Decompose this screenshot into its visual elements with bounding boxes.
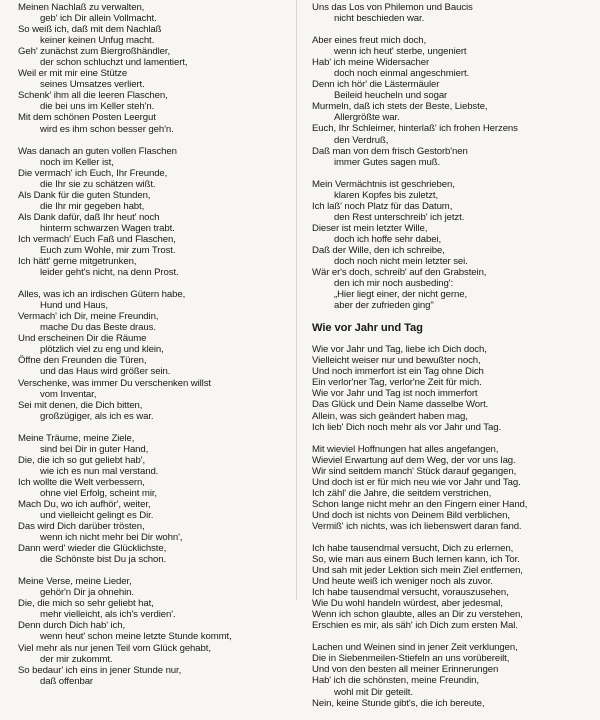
verse-line: großzügiger, als ich es war.: [40, 410, 154, 422]
verse-line: wenn ich nicht mehr bei Dir wohn',: [40, 532, 183, 544]
verse-line: vom Inventar,: [40, 388, 97, 400]
verse-line: Die vermach' ich Euch, Ihr Freunde,: [18, 167, 168, 179]
stanza: [312, 2, 590, 24]
verse-line: die Schönste bist Du ja schon.: [40, 554, 167, 566]
verse-line: Und erscheinen Dir die Räume: [18, 333, 147, 345]
stanza: [312, 35, 590, 168]
verse-line: Wie vor Jahr und Tag, liebe ich Dich doch,: [312, 344, 487, 356]
verse-line: Denn ich hör' die Lästermäuler: [312, 79, 440, 91]
verse-line: Aber eines freut mich doch,: [312, 35, 427, 47]
verse-line: Ich hätt' gerne mitgetrunken,: [18, 256, 137, 268]
verse-line: doch noch einmal angeschmiert.: [334, 68, 470, 80]
verse-line: Uns das Los von Philemon und Baucis: [312, 2, 473, 13]
verse-line: Euch, Ihr Schleimer, hinterlaß' ich frohen Herzens: [312, 123, 518, 135]
verse-line: Lachen und Weinen sind in jener Zeit verklungen,: [312, 642, 518, 654]
verse-line: aber der zufrieden ging": [334, 300, 434, 312]
verse-line: Mit wieviel Hoffnungen hat alles angefangen,: [312, 443, 499, 455]
verse-line: gehör'n Dir ja ohnehin.: [40, 587, 134, 599]
stanza: [18, 146, 286, 279]
verse-line: Ich laß' noch Platz für das Datum,: [312, 200, 453, 212]
verse-line: Schenk' ihm all die leeren Flaschen,: [18, 90, 168, 102]
stanza: [18, 2, 286, 135]
verse-line: Hund und Haus,: [40, 300, 108, 312]
verse-line: Murmeln, daß ich stets der Beste, Liebste,: [312, 101, 488, 113]
verse-line: Ich wollte die Welt verbessern,: [18, 476, 145, 488]
verse-line: den ich mir noch ausbeding':: [334, 278, 454, 290]
verse-line: Schon lange nicht mehr an den Fingern einer Hand,: [312, 498, 528, 510]
verse-line: wohl mit Dir geteilt.: [334, 686, 413, 698]
verse-line: Öffne den Freunden die Türen,: [18, 355, 147, 367]
verse-line: ohne viel Erfolg, scheint mir,: [40, 487, 157, 499]
verse-line: Alles, was ich an irdischen Gütern habe,: [18, 289, 186, 301]
verse-line: Nein, keine Stunde gibt's, die ich bereute,: [312, 697, 485, 709]
verse-line: Mach Du, wo ich aufhör', weiter,: [18, 498, 151, 510]
verse-line: den Rest unterschreib' ich jetzt.: [334, 211, 465, 223]
verse-line: Wir sind seitdem manch' Stück darauf gegangen,: [312, 465, 517, 477]
verse-line: die bei uns im Keller steh'n.: [40, 101, 155, 113]
verse-line: Als Dank für die guten Stunden,: [18, 189, 151, 201]
verse-line: wenn ich heut' sterbe, ungeniert: [334, 46, 467, 58]
verse-line: Meinen Nachlaß zu verwalten,: [18, 2, 145, 13]
verse-line: Erschien es mir, als säh' ich Dich zum ersten Mal.: [312, 620, 518, 632]
verse-line: Dieser ist mein letzter Wille,: [312, 222, 428, 234]
verse-line: Als Dank dafür, daß Ihr heut' noch: [18, 211, 160, 223]
verse-line: Ich habe tausendmal versucht, Dich zu erlernen,: [312, 542, 514, 554]
verse-line: Daß man von dem frisch Gestorb'nen: [312, 145, 468, 157]
verse-line: Die in Siebenmeilen-Stiefeln an uns vorübereilt,: [312, 653, 510, 665]
verse-line: Wär er's doch, schreib' auf den Grabstein,: [312, 267, 487, 279]
verse-line: „Hier liegt einer, der nicht gerne,: [334, 289, 468, 301]
song-title-heading: Wie vor Jahr und Tag: [312, 322, 423, 335]
verse-line: leider geht's nicht, na denn Prost.: [40, 267, 179, 279]
stanza: [18, 576, 286, 686]
verse-line: Und von den besten all meiner Erinnerungen: [312, 664, 499, 676]
stanza: [312, 543, 590, 631]
verse-line: Und noch immerfort ist ein Tag ohne Dich: [312, 366, 484, 378]
verse-line: Meine Verse, meine Lieder,: [18, 576, 132, 588]
verse-line: Denn durch Dich hab' ich,: [18, 620, 126, 632]
verse-line: die Ihr sie zu schätzen wißt.: [40, 178, 156, 190]
verse-line: Hab' ich die schönsten, meine Freundin,: [312, 675, 479, 687]
verse-line: Vermach' ich Dir, meine Freundin,: [18, 311, 159, 323]
verse-line: und vielleicht gelingt es Dir.: [40, 510, 154, 522]
verse-line: Allergrößte war.: [334, 112, 400, 124]
stanza: [312, 179, 590, 312]
verse-line: Wenn ich schon glaubte, alles an Dir zu verstehen,: [312, 609, 523, 621]
verse-line: den Verdruß,: [334, 134, 389, 146]
verse-line: Verschenke, was immer Du verschenken willst: [18, 377, 211, 389]
verse-line: wie ich es nun mal verstand.: [40, 465, 159, 477]
verse-line: Vermiß' ich nichts, was ich liebenswert daran fand.: [312, 520, 522, 532]
verse-line: Mit dem schönen Posten Leergut: [18, 112, 156, 124]
verse-line: Das Glück und Dein Name dasselbe Wort.: [312, 399, 489, 411]
verse-line: Meine Träume, meine Ziele,: [18, 432, 135, 444]
verse-line: Geh' zunächst zum Biergroßhändler,: [18, 46, 171, 58]
verse-line: Die, die mich so sehr geliebt hat,: [18, 598, 154, 610]
verse-line: Die, die ich so gut geliebt hab',: [18, 454, 146, 466]
verse-line: mache Du das Beste draus.: [40, 322, 156, 334]
verse-line: Und doch ist er für mich neu wie vor Jahr und Tag.: [312, 476, 521, 488]
verse-line: Das wird Dich darüber trösten,: [18, 521, 145, 533]
verse-line: Mein Vermächtnis ist geschrieben,: [312, 178, 455, 190]
verse-line: die Ihr mir gegeben habt,: [40, 200, 145, 212]
stanza: [18, 289, 286, 422]
verse-line: Viel mehr als nur jenen Teil vom Glück gehabt,: [18, 642, 211, 654]
verse-line: Ich habe tausendmal versucht, vorauszusehen,: [312, 587, 509, 599]
verse-line: Was danach an guten vollen Flaschen: [18, 145, 177, 157]
verse-line: klaren Kopfes bis zuletzt,: [334, 189, 439, 201]
right-column-verses-before-heading: [312, 2, 590, 311]
right-column: [312, 2, 590, 720]
verse-line: wenn heut' schon meine letzte Stunde kommt,: [40, 631, 232, 643]
verse-line: So, wie man aus einem Buch lernen kann, ich Tor.: [312, 554, 520, 566]
verse-line: Ein verlor'ner Tag, verlor'ne Zeit für mich.: [312, 377, 482, 389]
verse-line: Und sah mit jeder Lektion sich mein Ziel entfernen,: [312, 565, 523, 577]
verse-line: Daß der Wille, den ich schreibe,: [312, 244, 445, 256]
stanza: [312, 642, 590, 708]
verse-line: Wie vor Jahr und Tag ist noch immerfort: [312, 388, 478, 400]
verse-line: Ich vermach' Euch Faß und Flaschen,: [18, 233, 176, 245]
verse-line: plötzlich viel zu eng und klein,: [40, 344, 164, 356]
verse-line: So weiß ich, daß mit dem Nachlaß: [18, 24, 162, 36]
verse-line: und das Haus wird größer sein.: [40, 366, 171, 378]
verse-line: hinterm schwarzen Wagen trabt.: [40, 222, 175, 234]
verse-line: doch noch nicht mein letzter sei.: [334, 255, 468, 267]
verse-line: Hab' ich meine Widersacher: [312, 57, 430, 69]
verse-line: geb' ich Dir allein Vollmacht.: [40, 13, 157, 25]
stanza: [18, 433, 286, 566]
verse-line: noch im Keller ist,: [40, 156, 114, 168]
verse-line: Dann werd' wieder die Glücklichste,: [18, 543, 167, 555]
verse-line: mehr vielleicht, als ich's verdien'.: [40, 609, 176, 621]
verse-line: seines Umsatzes verliert.: [40, 79, 145, 91]
verse-line: daß offenbar: [40, 675, 94, 687]
verse-line: Vielleicht weiser nur und bewußter noch,: [312, 355, 481, 367]
verse-line: sind bei Dir in guter Hand,: [40, 443, 149, 455]
stanza: [312, 344, 590, 432]
verse-line: Und doch ist nichts von Deinem Bild verblichen,: [312, 509, 510, 521]
verse-line: Wie Du wohl handeln würdest, aber jedesmal,: [312, 598, 503, 610]
verse-line: Und heute weiß ich weniger noch als zuvor.: [312, 576, 493, 588]
verse-line: Wieviel Erwartung auf dem Weg, der vor uns lag.: [312, 454, 516, 466]
verse-line: Ich zähl' die Jahre, die seitdem verstrichen,: [312, 487, 492, 499]
verse-line: Euch zum Wohle, mir zum Trost.: [40, 244, 176, 256]
stanza: [312, 444, 590, 532]
verse-line: So bedaur' ich eins in jener Stunde nur,: [18, 664, 182, 676]
verse-line: Weil er mit mir eine Stütze: [18, 68, 128, 80]
left-column: [18, 2, 286, 698]
verse-line: wird es ihm schon besser geh'n.: [40, 123, 174, 135]
column-divider: [296, 0, 297, 600]
verse-line: Allein, was sich geändert haben mag,: [312, 410, 468, 422]
verse-line: Beileid heucheln und sogar: [334, 90, 448, 102]
verse-line: der schon schluchzt und lamentiert,: [40, 57, 188, 69]
verse-line: doch ich hoffe sehr dabei,: [334, 233, 442, 245]
verse-line: der mir zukommt.: [40, 653, 113, 665]
verse-line: immer Gutes sagen muß.: [334, 156, 441, 168]
verse-line: Sei mit denen, die Dich bitten,: [18, 399, 143, 411]
verse-line: nicht beschieden war.: [334, 13, 425, 25]
verse-line: Ich lieb' Dich noch mehr als vor Jahr und Tag.: [312, 421, 502, 433]
verse-line: keiner keinen Unfug macht.: [40, 35, 155, 47]
right-column-verses-after-heading: [312, 344, 590, 708]
